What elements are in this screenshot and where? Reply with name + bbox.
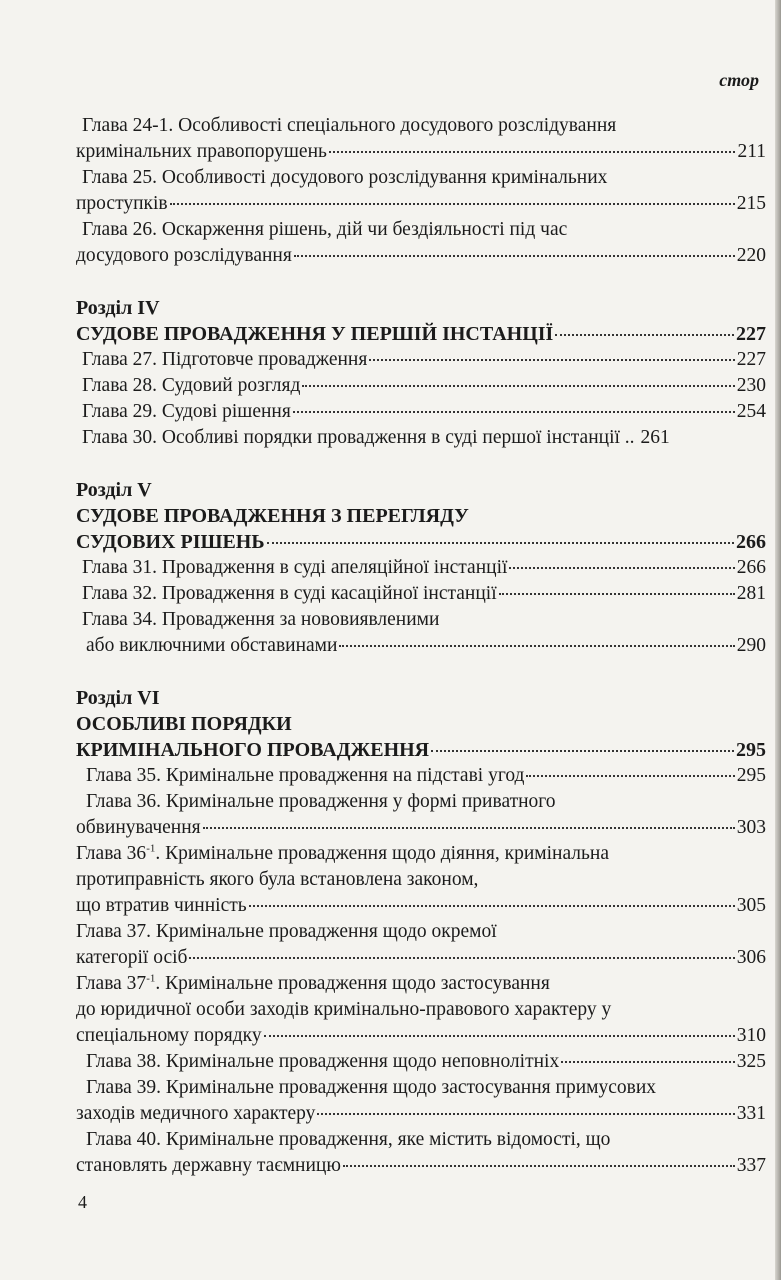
dot-leader [499, 593, 735, 595]
page-ref: 211 [737, 141, 766, 162]
page-column-header: стор [719, 70, 759, 90]
page-ref: 220 [736, 245, 766, 266]
toc-entry-ch37-l1: Глава 37. Кримінальне провадження щодо окремої [76, 921, 497, 942]
table-of-contents [76, 113, 766, 1179]
section-iv-title: СУДОВЕ ПРОВАДЖЕННЯ У ПЕРШІЙ ІНСТАНЦІЇ 227 [76, 323, 766, 345]
page-ref: 303 [736, 817, 766, 838]
page-ref: 215 [736, 193, 766, 214]
toc-entry-ch39-l2: заходів медичного характеру 331 [76, 1101, 766, 1127]
page-ref: 230 [736, 375, 766, 396]
toc-entry-ch37-l2: категорії осіб 306 [76, 945, 766, 971]
toc-entry-ch24-1-l1: Глава 24-1. Особливості спеціального досудового розслідування [82, 115, 617, 136]
page-ref: 227 [736, 349, 766, 370]
section-v-title-l2: СУДОВИХ РІШЕНЬ 266 [76, 531, 766, 553]
dot-leader [317, 1113, 734, 1115]
dot-leader [555, 334, 734, 336]
toc-entry-ch34-l1: Глава 34. Провадження за нововиявленими [82, 609, 440, 630]
dot-leader [267, 542, 734, 544]
toc-entry-ch39-l1: Глава 39. Кримінальне провадження щодо застосування примусових [86, 1077, 657, 1098]
dot-leader [203, 827, 735, 829]
dot-leader [249, 905, 735, 907]
toc-entry-ch36-1-l1: Глава $36^{-1}$. Кримінальне провадження щодо діяння, кримінальна [76, 842, 610, 864]
page-ref: 266 [736, 557, 766, 578]
dot-leader [526, 775, 734, 777]
toc-entry-ch29: Глава 29. Судові рішення 254 [76, 399, 766, 425]
section-vi-title-l1: ОСОБЛИВІ ПОРЯДКИ [76, 713, 292, 735]
toc-entry-ch36-l1: Глава 36. Кримінальне провадження у формі приватного [86, 791, 556, 812]
page-ref: 295 [736, 765, 766, 786]
toc-entry-ch37-1-l2: до юридичної особи заходів кримінально-правового характеру у [76, 999, 612, 1020]
toc-entry-ch26-l1: Глава 26. Оскарження рішень, дій чи бездіяльності під час [82, 219, 568, 240]
toc-entry-ch26-l2: досудового розслідування 220 [76, 243, 766, 269]
toc-entry-ch30: Глава 30. Особливі порядки провадження в суді першої інстанції .. 261 [76, 425, 766, 451]
dot-leader [264, 1035, 735, 1037]
section-vi-label: Розділ VI [76, 687, 160, 709]
page-ref: 227 [736, 323, 766, 345]
page-number: 4 [78, 1192, 87, 1212]
page-ref: 266 [736, 531, 766, 553]
page-ref: 281 [736, 583, 766, 604]
toc-entry-ch27: Глава 27. Підготовче провадження 227 [76, 347, 766, 373]
toc-entry-ch38: Глава 38. Кримінальне провадження щодо неповнолітніх 325 [76, 1049, 766, 1075]
dot-leader [369, 359, 734, 361]
page-ref: 254 [736, 401, 766, 422]
toc-entry-ch40-l2: становлять державну таємницю 337 [76, 1153, 766, 1179]
dot-leader [294, 255, 735, 257]
page-ref: 290 [736, 635, 766, 656]
toc-entry-ch28: Глава 28. Судовий розгляд 230 [76, 373, 766, 399]
page-ref: 337 [736, 1155, 766, 1176]
page-ref: 261 [640, 427, 670, 448]
section-v-label: Розділ V [76, 479, 152, 501]
toc-entry-ch35: Глава 35. Кримінальне провадження на підставі угод 295 [76, 763, 766, 789]
dot-leader [343, 1165, 735, 1167]
dot-leader [431, 750, 734, 752]
dot-leader [339, 645, 734, 647]
dot-leader [561, 1061, 735, 1063]
page-ref: 325 [736, 1051, 766, 1072]
dot-leader [293, 411, 735, 413]
toc-entry-ch37-1-l1: Глава $37^{-1}$. Кримінальне провадження щодо застосування [76, 972, 550, 994]
page-ref: 295 [736, 739, 766, 761]
toc-entry-ch25-l2: проступків 215 [76, 191, 766, 217]
dot-leader [170, 203, 735, 205]
toc-entry-ch36-1-l3: що втратив чинність 305 [76, 893, 766, 919]
toc-entry-ch34-l2: або виключними обставинами 290 [76, 633, 766, 659]
dot-leader [302, 385, 734, 387]
page-ref: 306 [736, 947, 766, 968]
toc-entry-ch24-1-l2: кримінальних правопорушень 211 [76, 139, 766, 165]
toc-entry-ch40-l1: Глава 40. Кримінальне провадження, яке містить відомості, що [86, 1129, 611, 1150]
section-v-title-l1: СУДОВЕ ПРОВАДЖЕННЯ З ПЕРЕГЛЯДУ [76, 505, 469, 527]
toc-entry-ch32: Глава 32. Провадження в суді касаційної інстанції 281 [76, 581, 766, 607]
dot-leader [509, 567, 734, 569]
toc-entry-ch36-1-l2: протиправність якого була встановлена законом, [76, 869, 479, 890]
page-ref: 310 [736, 1025, 766, 1046]
page-ref: 305 [736, 895, 766, 916]
page-edge-shadow [775, 0, 781, 1280]
page-ref: 331 [736, 1103, 766, 1124]
toc-entry-ch25-l1: Глава 25. Особливості досудового розслідування кримінальних [82, 167, 608, 188]
dot-leader [189, 957, 734, 959]
toc-entry-ch37-1-l3: спеціальному порядку 310 [76, 1023, 766, 1049]
toc-entry-ch31: Глава 31. Провадження в суді апеляційної інстанції 266 [76, 555, 766, 581]
toc-entry-ch36-l2: обвинувачення 303 [76, 815, 766, 841]
dot-leader [329, 151, 736, 153]
section-iv-label: Розділ IV [76, 297, 160, 319]
section-vi-title-l2: КРИМІНАЛЬНОГО ПРОВАДЖЕННЯ 295 [76, 739, 766, 761]
